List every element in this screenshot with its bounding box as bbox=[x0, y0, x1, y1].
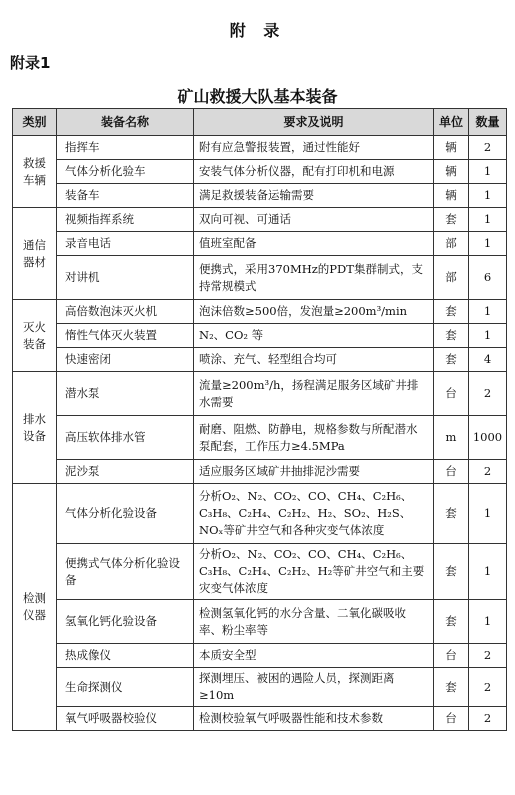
quantity-cell: 6 bbox=[469, 256, 507, 300]
name-cell: 装备车 bbox=[57, 184, 194, 208]
table-row bbox=[13, 707, 507, 731]
quantity-cell: 1 bbox=[469, 544, 507, 600]
unit-cell: 台 bbox=[434, 460, 469, 484]
header-category: 类别 bbox=[13, 109, 57, 136]
unit-cell: 套 bbox=[434, 348, 469, 372]
table-row bbox=[13, 256, 507, 300]
description-cell: 泡沫倍数≥500倍，发泡量≥200m³/min bbox=[194, 300, 434, 324]
quantity-cell: 2 bbox=[469, 668, 507, 707]
quantity-cell: 2 bbox=[469, 460, 507, 484]
quantity-cell: 2 bbox=[469, 644, 507, 668]
category-cell: 通信器材 bbox=[13, 208, 57, 300]
name-cell: 氧气呼吸器校验仪 bbox=[57, 707, 194, 731]
appendix-number: 附录1 bbox=[10, 54, 51, 72]
unit-cell: 辆 bbox=[434, 136, 469, 160]
name-cell: 指挥车 bbox=[57, 136, 194, 160]
header-quantity: 数量 bbox=[469, 109, 507, 136]
header-description: 要求及说明 bbox=[194, 109, 434, 136]
description-cell: 本质安全型 bbox=[194, 644, 434, 668]
quantity-cell: 1 bbox=[469, 324, 507, 348]
quantity-cell: 2 bbox=[469, 707, 507, 731]
quantity-cell: 1 bbox=[469, 300, 507, 324]
name-cell: 泥沙泵 bbox=[57, 460, 194, 484]
description-cell: N₂、CO₂ 等 bbox=[194, 324, 434, 348]
description-cell: 安装气体分析仪器，配有打印机和电源 bbox=[194, 160, 434, 184]
unit-cell: 台 bbox=[434, 644, 469, 668]
name-cell: 对讲机 bbox=[57, 256, 194, 300]
name-cell: 氢氧化钙化验设备 bbox=[57, 600, 194, 644]
unit-cell: 辆 bbox=[434, 184, 469, 208]
unit-cell: 套 bbox=[434, 544, 469, 600]
quantity-cell: 1000 bbox=[469, 416, 507, 460]
quantity-cell: 1 bbox=[469, 184, 507, 208]
description-cell: 耐磨、阻燃、防静电，规格参数与所配潜水泵配套，工作压力≥4.5MPa bbox=[194, 416, 434, 460]
table-title: 矿山救援大队基本装备 bbox=[177, 87, 338, 106]
table-row bbox=[13, 160, 507, 184]
table-row bbox=[13, 348, 507, 372]
table-row bbox=[13, 372, 507, 416]
name-cell: 高压软体排水管 bbox=[57, 416, 194, 460]
table-row bbox=[13, 484, 507, 544]
table-row bbox=[13, 136, 507, 160]
quantity-cell: 1 bbox=[469, 484, 507, 544]
name-cell: 气体分析化验设备 bbox=[57, 484, 194, 544]
unit-cell: 套 bbox=[434, 668, 469, 707]
name-cell: 气体分析化验车 bbox=[57, 160, 194, 184]
table-row bbox=[13, 416, 507, 460]
table-row bbox=[13, 544, 507, 600]
quantity-cell: 2 bbox=[469, 372, 507, 416]
unit-cell: 套 bbox=[434, 208, 469, 232]
unit-cell: 套 bbox=[434, 300, 469, 324]
description-cell: 检测氢氧化钙的水分含量、二氧化碳吸收率、粉尘率等 bbox=[194, 600, 434, 644]
category-cell: 救援车辆 bbox=[13, 136, 57, 208]
table-header-row bbox=[13, 109, 507, 136]
unit-cell: m bbox=[434, 416, 469, 460]
table-row bbox=[13, 668, 507, 707]
name-cell: 热成像仪 bbox=[57, 644, 194, 668]
appendix-heading: 附 录 bbox=[229, 21, 286, 40]
table-row bbox=[13, 324, 507, 348]
unit-cell: 辆 bbox=[434, 160, 469, 184]
name-cell: 便携式气体分析化验设备 bbox=[57, 544, 194, 600]
header-unit: 单位 bbox=[434, 109, 469, 136]
description-cell: 附有应急警报装置，通过性能好 bbox=[194, 136, 434, 160]
description-cell: 便携式，采用370MHz的PDT集群制式，支持常规模式 bbox=[194, 256, 434, 300]
name-cell: 快速密闭 bbox=[57, 348, 194, 372]
unit-cell: 套 bbox=[434, 600, 469, 644]
table-row bbox=[13, 644, 507, 668]
equipment-table bbox=[12, 108, 507, 731]
unit-cell: 套 bbox=[434, 484, 469, 544]
quantity-cell: 1 bbox=[469, 208, 507, 232]
name-cell: 生命探测仪 bbox=[57, 668, 194, 707]
table-row bbox=[13, 208, 507, 232]
description-cell: 适应服务区域矿井抽排泥沙需要 bbox=[194, 460, 434, 484]
unit-cell: 台 bbox=[434, 707, 469, 731]
description-cell: 分析O₂、N₂、CO₂、CO、CH₄、C₂H₆、C₃H₈、C₂H₄、C₂H₂、H₂、SO₂、H₂S、NOₓ等矿井空气和各种灾变气体浓度 bbox=[194, 484, 434, 544]
description-cell: 流量≥200m³/h，扬程满足服务区域矿井排水需要 bbox=[194, 372, 434, 416]
table-row bbox=[13, 184, 507, 208]
category-cell: 检测仪器 bbox=[13, 484, 57, 731]
name-cell: 惰性气体灭火装置 bbox=[57, 324, 194, 348]
unit-cell: 部 bbox=[434, 256, 469, 300]
name-cell: 录音电话 bbox=[57, 232, 194, 256]
description-cell: 值班室配备 bbox=[194, 232, 434, 256]
quantity-cell: 2 bbox=[469, 136, 507, 160]
quantity-cell: 4 bbox=[469, 348, 507, 372]
description-cell: 喷涂、充气、轻型组合均可 bbox=[194, 348, 434, 372]
unit-cell: 套 bbox=[434, 324, 469, 348]
name-cell: 视频指挥系统 bbox=[57, 208, 194, 232]
table-row bbox=[13, 600, 507, 644]
name-cell: 高倍数泡沫灭火机 bbox=[57, 300, 194, 324]
unit-cell: 部 bbox=[434, 232, 469, 256]
description-cell: 探测埋压、被困的遇险人员，探测距离≥10m bbox=[194, 668, 434, 707]
quantity-cell: 1 bbox=[469, 232, 507, 256]
quantity-cell: 1 bbox=[469, 600, 507, 644]
category-cell: 灭火装备 bbox=[13, 300, 57, 372]
table-row bbox=[13, 460, 507, 484]
unit-cell: 台 bbox=[434, 372, 469, 416]
category-cell: 排水设备 bbox=[13, 372, 57, 484]
table-row bbox=[13, 300, 507, 324]
description-cell: 满足救援装备运输需要 bbox=[194, 184, 434, 208]
description-cell: 检测校验氧气呼吸器性能和技术参数 bbox=[194, 707, 434, 731]
description-cell: 双向可视、可通话 bbox=[194, 208, 434, 232]
description-cell: 分析O₂、N₂、CO₂、CO、CH₄、C₂H₆、C₃H₈、C₂H₄、C₂H₂、H₂等矿井空气和主要灾变气体浓度 bbox=[194, 544, 434, 600]
table-row bbox=[13, 232, 507, 256]
table-body bbox=[13, 136, 507, 731]
header-name: 装备名称 bbox=[57, 109, 194, 136]
quantity-cell: 1 bbox=[469, 160, 507, 184]
name-cell: 潜水泵 bbox=[57, 372, 194, 416]
